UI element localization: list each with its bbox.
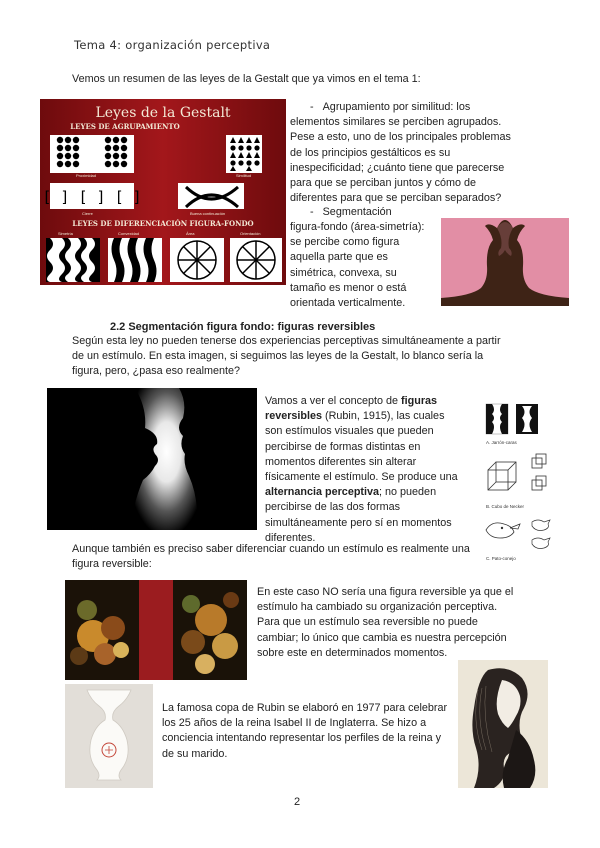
svg-text:C. Pato-conejo: C. Pato-conejo — [486, 556, 516, 561]
kiss-silhouette-image — [47, 388, 257, 530]
gestalt-section1: LEYES DE AGRUPAMIENTO — [70, 122, 180, 131]
svg-text:Cierre: Cierre — [82, 211, 93, 216]
arcimboldo-paintings-image — [65, 580, 247, 680]
kiss-silhouette-graphic — [47, 388, 257, 530]
bullet-segmentacion-text: figura-fondo (área-simetría): se percibe como figura aquella parte que es simétrica, convexa, su tamaño es menor o está orientada verticalmente. — [290, 221, 425, 310]
reversible-examples-graphic — [482, 398, 558, 566]
gestalt-title: Leyes de la Gestalt — [95, 105, 231, 121]
svg-text:Convexidad: Convexidad — [118, 231, 140, 236]
rubin-vase-image — [65, 684, 153, 788]
old-young-woman-graphic — [458, 660, 548, 788]
section-paragraph-3: Aunque también es preciso saber diferenciar cuando un estímulo es realmente una figura reversible: — [72, 543, 470, 571]
section-paragraph-4: En este caso NO sería una figura reversible ya que el estímulo ha cambiado su organización perceptiva. Para que un estímulo sea reversible no puede cambiar; lo único que cambia es nuestra percepción sobre este en determinados momentos. — [257, 586, 514, 659]
section-paragraph-1: Según esta ley no pueden tenerse dos experiencias perceptivas simultáneamente a partir de un estímulo. En esta imagen, si seguimos las leyes de la Gestalt, lo blanco sería la figura, pero, ¿pasa eso realmente? — [72, 335, 501, 378]
bullet-dash: - — [310, 206, 314, 218]
old-young-woman-image — [458, 660, 548, 788]
reversible-figures-examples-image — [482, 398, 558, 566]
svg-text:Orientación: Orientación — [240, 231, 261, 236]
svg-text:Buena continuación: Buena continuación — [190, 211, 226, 216]
bullet-dash: - — [310, 101, 314, 113]
section-heading: 2.2 Segmentación figura fondo: figuras reversibles — [110, 321, 376, 333]
bullet-similitud — [290, 100, 522, 206]
section-paragraph-2: Vamos a ver el concepto de figuras reversibles (Rubin, 1915), las cuales son estímulos visuales que pueden percibirse de formas distintas en momentos diferentes sin alterar físicamente el estímulo. Se produce una alternancia perceptiva; no pueden percibirse de las dos formas simultáneamente pero sí en momentos diferentes. — [265, 395, 458, 544]
bullet-segmentacion-title: Segmentación — [322, 206, 392, 218]
svg-text:[ ] [ ] [ ]: [ ] [ ] [ ] — [42, 188, 142, 206]
term-alternancia-perceptiva: alternancia perceptiva — [265, 486, 380, 499]
intro-paragraph: Vemos un resumen de las leyes de la Gestalt que ya vimos en el tema 1: — [72, 73, 421, 85]
svg-text:Área: Área — [186, 231, 195, 236]
svg-text:Proximidad: Proximidad — [76, 173, 97, 178]
gestalt-section2: LEYES DE DIFERENCIACIÓN FIGURA-FONDO — [72, 219, 254, 228]
rubin-vase-graphic — [65, 684, 153, 788]
figure-ground-graphic — [441, 218, 569, 306]
bullet-similitud-text: Agrupamiento por similitud: los elementos similares se perciben agrupados. Pese a esto, uno de los principales problemas de los principios gestálticos es su inespecificidad; ¿cuánto tiene que parecerse para que se perciban juntos y cómo de diferentes para que se perciban separados? — [290, 101, 511, 205]
term-figuras-reversibles: figuras reversibles — [265, 395, 438, 423]
svg-text:Simetría: Simetría — [58, 231, 73, 236]
section-paragraph-5: La famosa copa de Rubin se elaboró en 1977 para celebrar los 25 años de la reina Isabel II de Inglaterra. Se hizo a conciencia intentando representar los perfiles de la reina y de su marido. — [162, 702, 448, 760]
arcimboldo-graphic — [65, 580, 247, 680]
page-number: 2 — [294, 796, 301, 808]
gestalt-laws-image — [40, 99, 286, 285]
svg-text:Similitud: Similitud — [236, 173, 252, 178]
bullet-segmentacion — [310, 205, 392, 220]
gestalt-laws-graphic — [40, 99, 286, 285]
page-title: Tema 4: organización perceptiva — [74, 38, 271, 52]
svg-text:A. Jarrón-caras: A. Jarrón-caras — [486, 440, 517, 445]
figure-ground-pink-image — [441, 218, 569, 306]
svg-text:B. Cubo de Necker: B. Cubo de Necker — [486, 504, 525, 509]
